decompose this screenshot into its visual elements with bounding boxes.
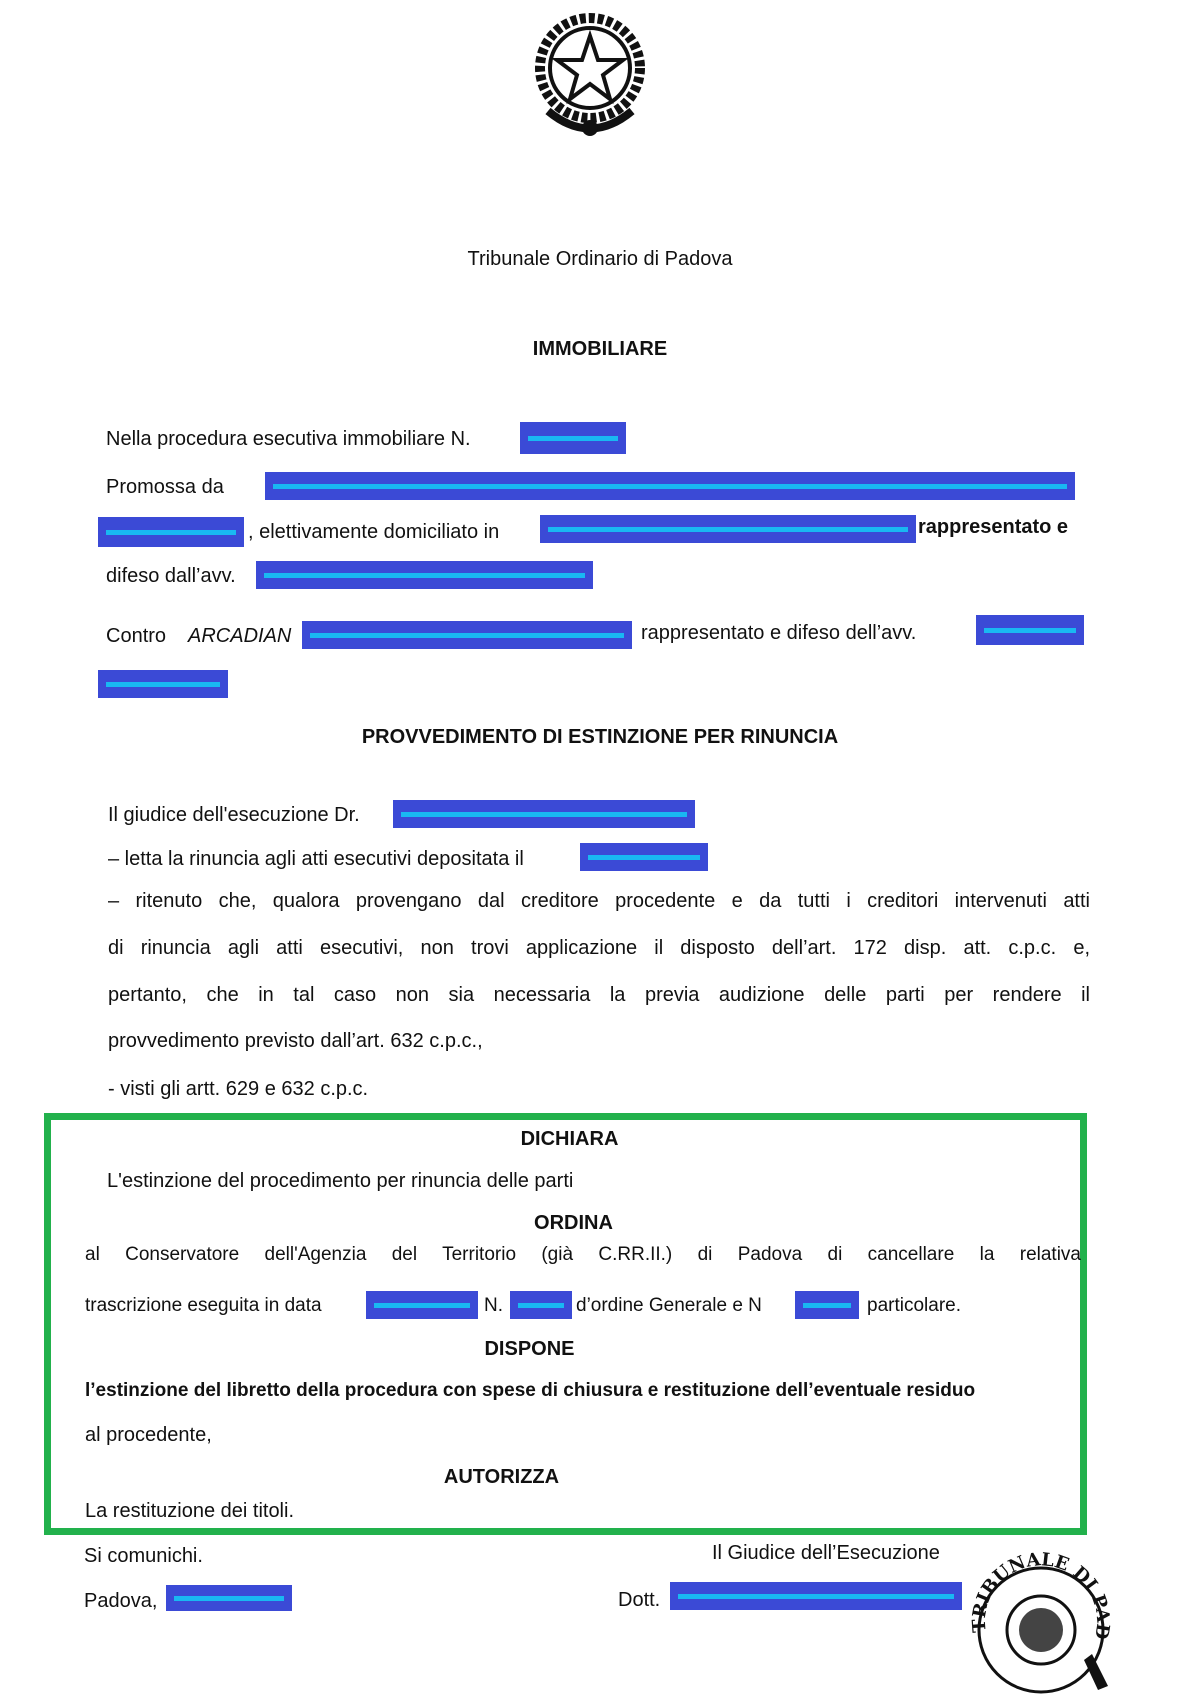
held-line-1: – ritenuto che, qualora provengano dal creditore procedente e da tutti i creditori intervenuti atti — [108, 890, 1090, 912]
redaction-particular-number — [795, 1291, 859, 1319]
redaction-general-number — [510, 1291, 572, 1319]
stamp-text: TRIBUNALE DI PAD — [968, 1549, 1114, 1641]
held-line-2: di rinuncia agli atti esecutivi, non trovi applicazione il disposto dell’art. 172 disp. att. c.p.c. e, — [108, 937, 1090, 959]
orders-line-2-a: trascrizione eseguita in data — [85, 1295, 322, 1316]
held-line-3: pertanto, che in tal caso non sia necessaria la previa audizione delle parti per rendere il — [108, 984, 1090, 1006]
domicile-text: , elettivamente domiciliato in — [248, 521, 500, 543]
redaction-debtor — [302, 621, 632, 649]
orders-line-2-d: particolare. — [867, 1295, 961, 1316]
declares-text: L'estinzione del procedimento per rinuncia delle parti — [107, 1170, 574, 1192]
place-text: Padova, — [84, 1590, 158, 1612]
disposes-line-2: al procedente, — [85, 1424, 212, 1446]
redaction-creditor-cont — [98, 517, 244, 547]
redaction-lawyer — [256, 561, 593, 589]
judge-line: Il giudice dell'esecuzione Dr. — [108, 804, 360, 826]
defended-text: difeso dall’avv. — [106, 565, 236, 587]
seen-line: - visti gli artt. 629 e 632 c.p.c. — [108, 1078, 369, 1100]
redaction-transcription-date — [366, 1291, 478, 1319]
communicate-text: Si comunichi. — [84, 1545, 203, 1567]
authorizes-text: La restituzione dei titoli. — [85, 1500, 295, 1522]
against-label: Contro — [106, 625, 167, 647]
represented-text: rappresentato e — [918, 516, 1069, 538]
doctor-label: Dott. — [618, 1589, 661, 1611]
decision-highlight-box — [44, 1113, 1087, 1535]
against-represented: rappresentato e difeso dell’avv. — [641, 622, 917, 644]
orders-line-1: al Conservatore dell'Agenzia del Territorio (già C.RR.II.) di Padova di cancellare la relativa — [85, 1244, 1081, 1265]
redaction-debtor-lawyer-cont — [98, 670, 228, 698]
against-name: ARCADIAN — [188, 625, 292, 647]
declares-title: DICHIARA — [520, 1128, 619, 1150]
provision-title: PROVVEDIMENTO DI ESTINZIONE PER RINUNCIA — [361, 726, 839, 748]
orders-line-2-b: N. — [484, 1295, 503, 1316]
redaction-creditor — [265, 472, 1075, 500]
redaction-judge — [393, 800, 695, 828]
italian-republic-emblem-icon — [528, 6, 652, 146]
disposes-line-1: l’estinzione del libretto della procedura con spese di chiusura e restituzione dell’eventuale residuo — [85, 1380, 976, 1401]
orders-line-2-c: d’ordine Generale e N — [576, 1295, 762, 1316]
disposes-title: DISPONE — [484, 1338, 575, 1360]
promoted-label: Promossa da — [106, 476, 224, 498]
court-name: Tribunale Ordinario di Padova — [467, 248, 733, 270]
judge-signature-title: Il Giudice dell’Esecuzione — [712, 1542, 940, 1564]
procedure-label: Nella procedura esecutiva immobiliare N. — [106, 428, 471, 450]
held-line-4: provvedimento previsto dall’art. 632 c.p.c., — [108, 1030, 483, 1052]
redaction-procedure-number — [520, 422, 626, 454]
authorizes-title: AUTORIZZA — [443, 1466, 560, 1488]
redaction-debtor-lawyer — [976, 615, 1084, 645]
redaction-judge-signature — [670, 1582, 962, 1610]
read-line: – letta la rinuncia agli atti esecutivi depositata il — [108, 848, 524, 870]
redaction-date — [166, 1585, 292, 1611]
orders-title: ORDINA — [534, 1212, 613, 1234]
section-title: IMMOBILIARE — [532, 338, 668, 360]
court-stamp-icon — [966, 1540, 1116, 1696]
redaction-deposit-date — [580, 843, 708, 871]
redaction-domicile — [540, 515, 916, 543]
